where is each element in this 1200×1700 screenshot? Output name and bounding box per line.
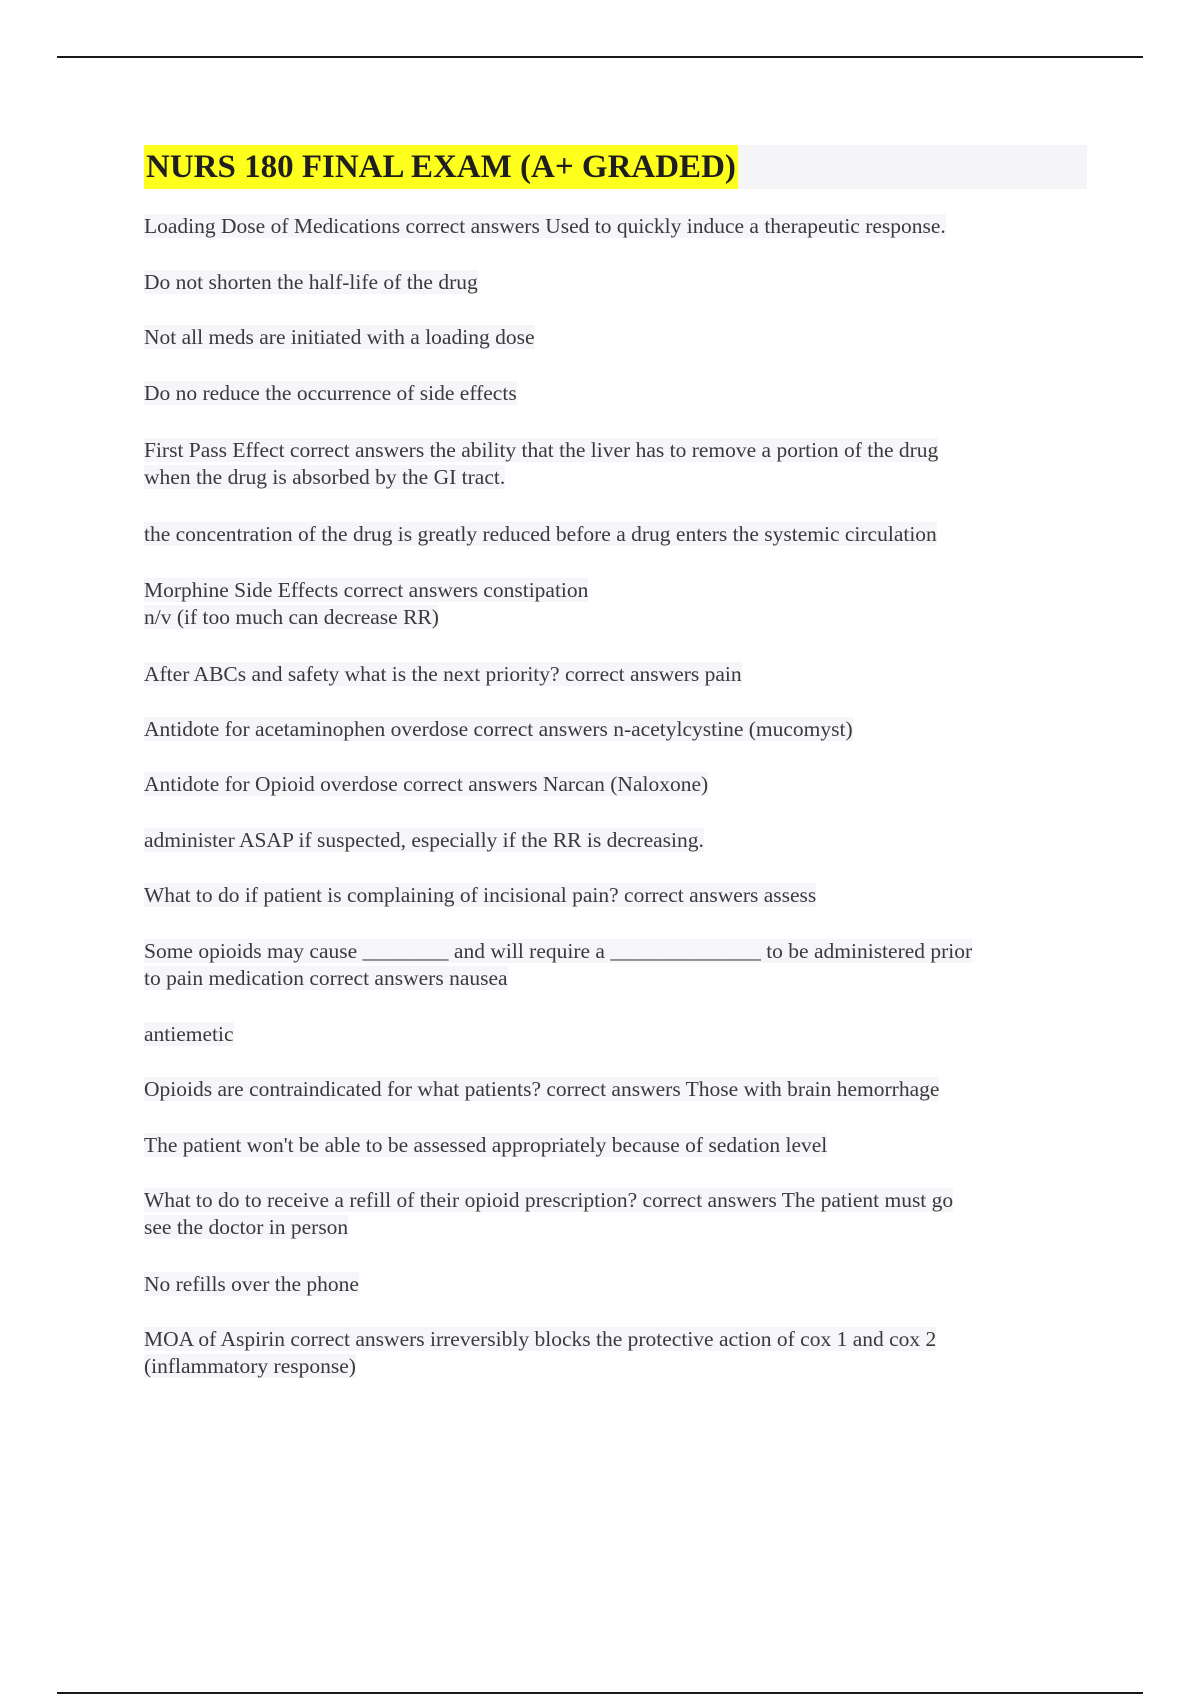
paragraph-line	[144, 1021, 234, 1048]
paragraph	[144, 771, 708, 798]
paragraph-line	[144, 1187, 953, 1214]
paragraph	[144, 1132, 827, 1159]
paragraph	[144, 324, 535, 351]
paragraph-line	[144, 213, 946, 240]
paragraph-line-text: to pain medication correct answers nausea	[144, 966, 508, 990]
paragraph	[144, 437, 938, 491]
paragraph	[144, 213, 946, 240]
paragraph-line	[144, 521, 937, 548]
paragraph	[144, 827, 704, 854]
paragraph-line	[144, 1326, 936, 1353]
paragraph-line	[144, 827, 704, 854]
paragraph-line-text: MOA of Aspirin correct answers irreversibly blocks the protective action of cox 1 and cox 2	[144, 1327, 937, 1351]
paragraph	[144, 1271, 359, 1298]
paragraph-line	[144, 1132, 827, 1159]
paragraph-line	[144, 716, 853, 743]
paragraph-line	[144, 1353, 936, 1380]
paragraph-line	[144, 965, 972, 992]
paragraph-line-text: when the drug is absorbed by the GI tract.	[144, 465, 506, 489]
paragraph-line-text: administer ASAP if suspected, especially if the RR is decreasing.	[144, 828, 704, 852]
paragraph	[144, 1076, 939, 1103]
paragraph-line-text: antiemetic	[144, 1022, 234, 1046]
paragraph	[144, 716, 853, 743]
document-title: NURS 180 FINAL EXAM (A+ GRADED)	[144, 145, 738, 189]
paragraph-line-text: Do not shorten the half-life of the drug	[144, 270, 478, 294]
paragraph	[144, 380, 517, 407]
paragraph	[144, 1021, 234, 1048]
paragraph-line-text: Not all meds are initiated with a loading dose	[144, 325, 535, 349]
paragraph-line	[144, 882, 816, 909]
paragraph	[144, 938, 972, 992]
paragraph	[144, 1326, 936, 1380]
paragraph	[144, 577, 588, 631]
paragraph-line	[144, 1214, 953, 1241]
paragraph-line-text: Some opioids may cause ________ and will require a ______________ to be administered prior	[144, 939, 973, 963]
paragraph-line	[144, 577, 588, 604]
paragraph-line	[144, 1271, 359, 1298]
paragraph	[144, 882, 816, 909]
paragraph	[144, 1187, 953, 1241]
paragraph-line-text: Loading Dose of Medications correct answers Used to quickly induce a therapeutic response.	[144, 214, 946, 238]
paragraph-line	[144, 269, 478, 296]
paragraph-line	[144, 938, 972, 965]
paragraph-line	[144, 324, 535, 351]
paragraph-line-text: What to do to receive a refill of their opioid prescription? correct answers The patient must go	[144, 1188, 954, 1212]
paragraph	[144, 661, 742, 688]
paragraph	[144, 269, 478, 296]
paragraph-line-text: the concentration of the drug is greatly reduced before a drug enters the systemic circulation	[144, 522, 937, 546]
paragraph-line	[144, 1076, 939, 1103]
bottom-rule	[57, 1692, 1143, 1694]
paragraph-line	[144, 380, 517, 407]
paragraph-line-text: First Pass Effect correct answers the ability that the liver has to remove a portion of the drug	[144, 438, 939, 462]
paragraph-line-text: see the doctor in person	[144, 1215, 349, 1239]
paragraph	[144, 521, 937, 548]
paragraph-line-text: Opioids are contraindicated for what patients? correct answers Those with brain hemorrhage	[144, 1077, 940, 1101]
paragraph-line-text: Morphine Side Effects correct answers constipation	[144, 578, 589, 602]
paragraph-line	[144, 771, 708, 798]
paragraph-line-text: (inflammatory response)	[144, 1354, 356, 1378]
paragraph-line-text: No refills over the phone	[144, 1272, 359, 1296]
paragraph-line-text: The patient won't be able to be assessed appropriately because of sedation level	[144, 1133, 828, 1157]
paragraph-line-text: Antidote for acetaminophen overdose correct answers n-acetylcystine (mucomyst)	[144, 717, 853, 741]
paragraph-line	[144, 437, 938, 464]
paragraph-line	[144, 464, 938, 491]
paragraph-line-text: After ABCs and safety what is the next priority? correct answers pain	[144, 662, 742, 686]
paragraph-line-text: Antidote for Opioid overdose correct answers Narcan (Naloxone)	[144, 772, 709, 796]
paragraph-line-text: Do no reduce the occurrence of side effects	[144, 381, 517, 405]
paragraph-line	[144, 604, 588, 631]
paragraph-line-text: What to do if patient is complaining of incisional pain? correct answers assess	[144, 883, 817, 907]
top-rule	[57, 56, 1143, 58]
paragraph-line-text: n/v (if too much can decrease RR)	[144, 605, 439, 629]
paragraph-line	[144, 661, 742, 688]
